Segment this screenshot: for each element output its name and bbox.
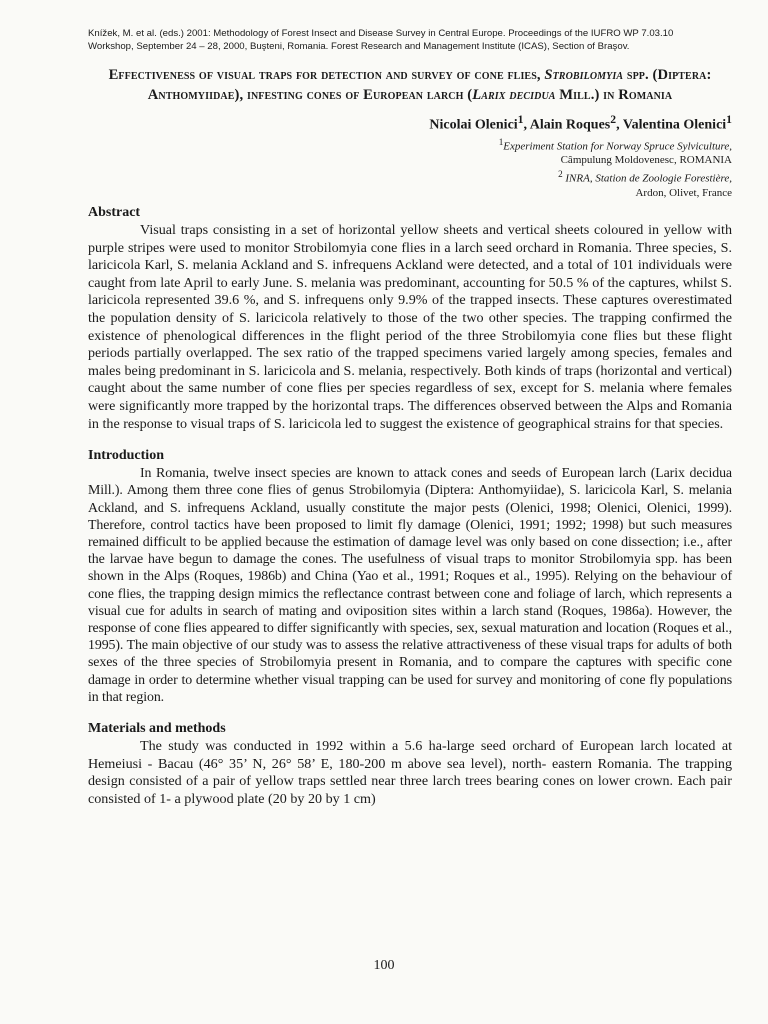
affiliation-1-sup: 1 [498,136,504,147]
paper-title [88,65,732,105]
introduction-text: In Romania, twelve insect species are known to attack cones and seeds of European larch (Larix decidua Mill.). Among them three cone flies of genus Strobilomyia (Diptera: Anthomyiidae), S. laricicola Karl, S. melania Ackland, and S. infrequens Ackland, usually constitute the major pests (Olenici, 1998; Olenici, Olenici, 1999). Therefore, control tactics have been proposed to limit fly damage (Olenici, 1991; 1992; 1998) but such measures remained difficult to be applied because the estimation of damage level was only based on cone dissection; i.e., after the larvae have begun to damage the cones. The usefulness of visual traps to monitor Strobilomyia spp. has been shown in the Alps (Roques, 1986b) and China (Yao et al., 1991; Roques et al., 1995). Relying on the behaviour of cone flies, the trapping design mimics the reflectance contrast between cone and foliage of larch, which represents a visual cue for adults in search of mating and oviposition sites within a larch stand (Roques, 1986a). However, the response of cone flies appeared to differ significantly with species, sex, sexual maturation and location (Roques et al., 1995). The main objective of our study was to assess the relative attractiveness of these visual traps for adults of both sexes of the three species of Strobilomyia present in Romania, and to compare the captures with specific cone damage in order to determine whether visual trapping can be used for survey and monitoring of cone fly populations in that region. [88,466,732,705]
methods-heading: Materials and methods [88,720,226,736]
author-1-sup: 1 [517,113,524,126]
title-part-1: Effectiveness of visual traps for detection and survey of cone flies, [108,67,545,83]
author-sep-1: , [523,117,530,133]
author-2: Alain Roques [529,117,611,133]
affiliation-2-name: INRA, Station de Zoologie Forestière, [562,172,732,185]
introduction-heading: Introduction [88,448,164,464]
page-number: 100 [373,958,395,973]
abstract-heading: Abstract [88,204,141,220]
title-species: Larix decidua [472,87,556,103]
authors [88,111,732,135]
author-sep-2: , [616,117,623,133]
title-part-3: Mill.) in Romania [555,87,673,103]
methods-text: The study was conducted in 1992 within a 5.6 ha-large seed orchard of European larch located at Hemeiusi - Bacau (46° 35’ N, 26° 58’ E, 180-200 m above sea level), north- eastern Romania. The trapping design consisted of a pair of yellow traps settled near three larch trees bearing cones on lower crown. Each pair consisted of 1- a plywood plate (20 by 20 by 1 cm) [88,737,732,807]
citation-line-2: Workshop, September 24 – 28, 2000, Buşteni, Romania. Forest Research and Management Institute (ICAS), Section of Braşov. [88,40,630,52]
affiliations [88,135,732,200]
affiliation-1-place: Câmpulung Moldovenesc, ROMANIA [560,154,732,167]
author-1: Nicolai Olenici [429,117,518,133]
affiliation-2 [88,167,732,186]
title-part-2: spp. (Diptera: Anthomyiidae), infesting cones of European larch ( [147,67,712,103]
citation-header [88,28,732,53]
author-3: Valentina Olenici [622,117,727,133]
author-3-sup: 1 [726,113,732,126]
abstract-text: Visual traps consisting in a set of horizontal yellow sheets and vertical sheets coloured in yellow with purple stripes were used to monitor Strobilomyia cone flies in a larch seed orchard in Romania. Three species, S. laricicola Karl, S. melania Ackland and S. infrequens Ackland were detected, and a total of 101 individuals were caught from late April to early June. S. melania was predominant, accounting for 50.5 % of the captures, whilst S. laricicola represented 39.6 %, and S. infrequens only 9.9% of the trapped insects. These captures overestimated the population density of S. laricicola relatively to those of the two other species. The trapping confirmed the existence of phenological differences in the flight period of the three Strobilomyia cone flies but these flight periods partially overlapped. The sex ratio of the trapped specimens varied largely among species, females and males being predominant in S. laricicola and S. melania, respectively. Both kinds of traps (horizontal and vertical) caught about the same number of cone flies per species regardless of sex, except for S. melania where females were significantly more trapped by the horizontal traps. The differences observed between the Alps and Romania in the response to visual traps of S. laricicola led to suggest the existence of geographical strains for that species. [88,221,732,432]
affiliation-2-place: Ardon, Olivet, France [635,186,732,199]
title-genus: Strobilomyia [544,67,624,83]
author-2-sup: 2 [610,113,617,126]
affiliation-1 [88,135,732,154]
affiliation-2-sup: 2 [558,169,563,180]
citation-line-1: Knížek, M. et al. (eds.) 2001: Methodology of Forest Insect and Disease Survey in Central Europe. Proceedings of the IUFRO WP 7.03.10 [88,28,674,39]
affiliation-1-name: Experiment Station for Norway Spruce Sylviculture, [503,140,732,153]
